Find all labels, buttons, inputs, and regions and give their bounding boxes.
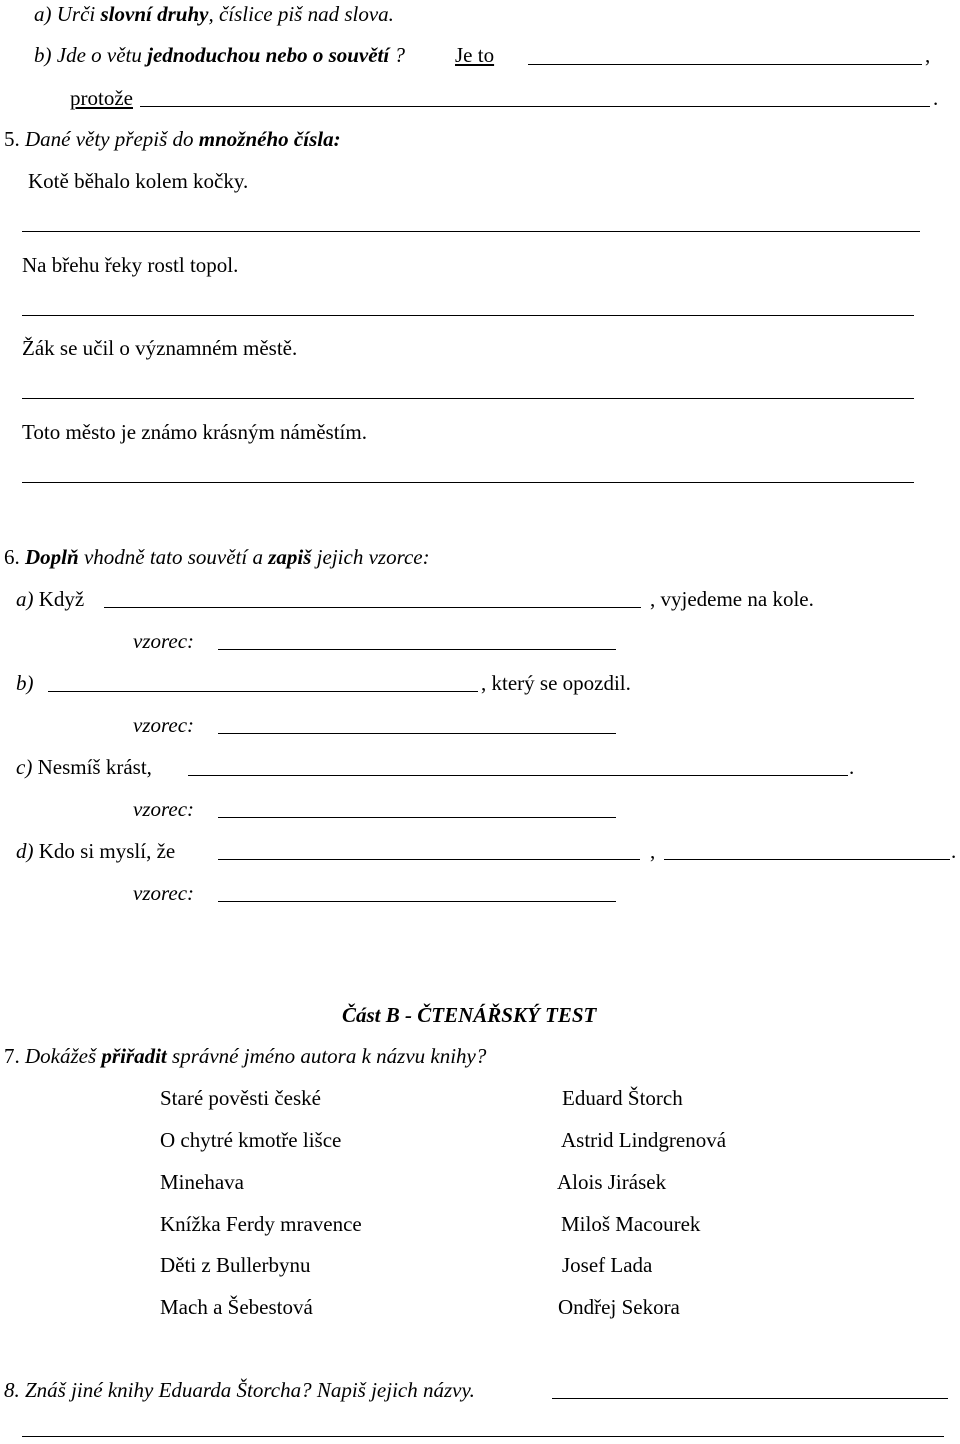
question-5: 5. Dané věty přepiš do množného čísla: — [4, 127, 341, 151]
dot: . — [849, 755, 855, 779]
question-8: 8. Znáš jiné knihy Eduarda Štorcha? Napiš jejich názvy. — [4, 1378, 475, 1402]
q6-a: a) Když — [16, 587, 85, 611]
book-title: Staré pověsti české — [160, 1086, 321, 1110]
comma: , — [650, 839, 656, 863]
author-name: Alois Jirásek — [557, 1170, 667, 1194]
book-title: Minehava — [160, 1170, 244, 1194]
sentence-3: Žák se učil o významném městě. — [22, 336, 298, 360]
vzorec-label: vzorec: — [133, 797, 195, 821]
book-title: Děti z Bullerbynu — [160, 1253, 311, 1277]
answer-line-1[interactable] — [22, 231, 920, 232]
q6-b-end: , který se opozdil. — [481, 671, 631, 695]
author-name: Ondřej Sekora — [558, 1295, 680, 1319]
answer-line-3[interactable] — [22, 398, 914, 399]
dot: . — [951, 839, 957, 863]
author-name: Eduard Štorch — [562, 1086, 683, 1110]
answer-line[interactable] — [140, 106, 930, 107]
answer-line[interactable] — [104, 607, 641, 608]
vzorec-label: vzorec: — [133, 629, 195, 653]
task-b-protoze: protože — [70, 86, 133, 110]
answer-line[interactable] — [48, 691, 478, 692]
author-name: Astrid Lindgrenová — [561, 1128, 727, 1152]
vzorec-label: vzorec: — [133, 881, 195, 905]
answer-line[interactable] — [528, 64, 922, 65]
answer-line[interactable] — [218, 859, 640, 860]
vzorec-line[interactable] — [218, 649, 616, 650]
vzorec-line[interactable] — [218, 901, 616, 902]
book-title: O chytré kmotře lišce — [160, 1128, 342, 1152]
answer-line-2[interactable] — [22, 315, 914, 316]
vzorec-label: vzorec: — [133, 713, 195, 737]
author-name: Josef Lada — [562, 1253, 653, 1277]
task-b: b) Jde o větu jednoduchou nebo o souvětí ? — [34, 43, 405, 67]
comma: , — [925, 43, 931, 67]
answer-line[interactable] — [188, 775, 848, 776]
q6-c: c) Nesmíš krást, — [16, 755, 152, 779]
task-b-jeto: Je to — [455, 43, 495, 67]
q6-b: b) — [16, 671, 34, 695]
section-heading: Část B - ČTENÁŘSKÝ TEST — [342, 1003, 597, 1027]
dot: . — [933, 86, 939, 110]
vzorec-line[interactable] — [218, 733, 616, 734]
q6-d: d) Kdo si myslí, že — [16, 839, 176, 863]
sentence-1: Kotě běhalo kolem kočky. — [28, 169, 249, 193]
q6-a-end: , vyjedeme na kole. — [650, 587, 814, 611]
answer-line[interactable] — [552, 1398, 948, 1399]
vzorec-line[interactable] — [218, 817, 616, 818]
answer-line[interactable] — [22, 1436, 944, 1437]
sentence-2: Na břehu řeky rostl topol. — [22, 253, 239, 277]
author-name: Miloš Macourek — [561, 1212, 701, 1236]
answer-line[interactable] — [664, 859, 950, 860]
question-7: 7. Dokážeš přiřadit správné jméno autora k názvu knihy? — [4, 1044, 487, 1068]
question-6: 6. Doplň vhodně tato souvětí a zapiš jejich vzorce: — [4, 545, 430, 569]
book-title: Mach a Šebestová — [160, 1295, 313, 1319]
task-a: a) Urči slovní druhy, číslice piš nad slova. — [34, 2, 394, 26]
book-title: Knížka Ferdy mravence — [160, 1212, 362, 1236]
answer-line-4[interactable] — [22, 482, 914, 483]
sentence-4: Toto město je známo krásným náměstím. — [22, 420, 367, 444]
